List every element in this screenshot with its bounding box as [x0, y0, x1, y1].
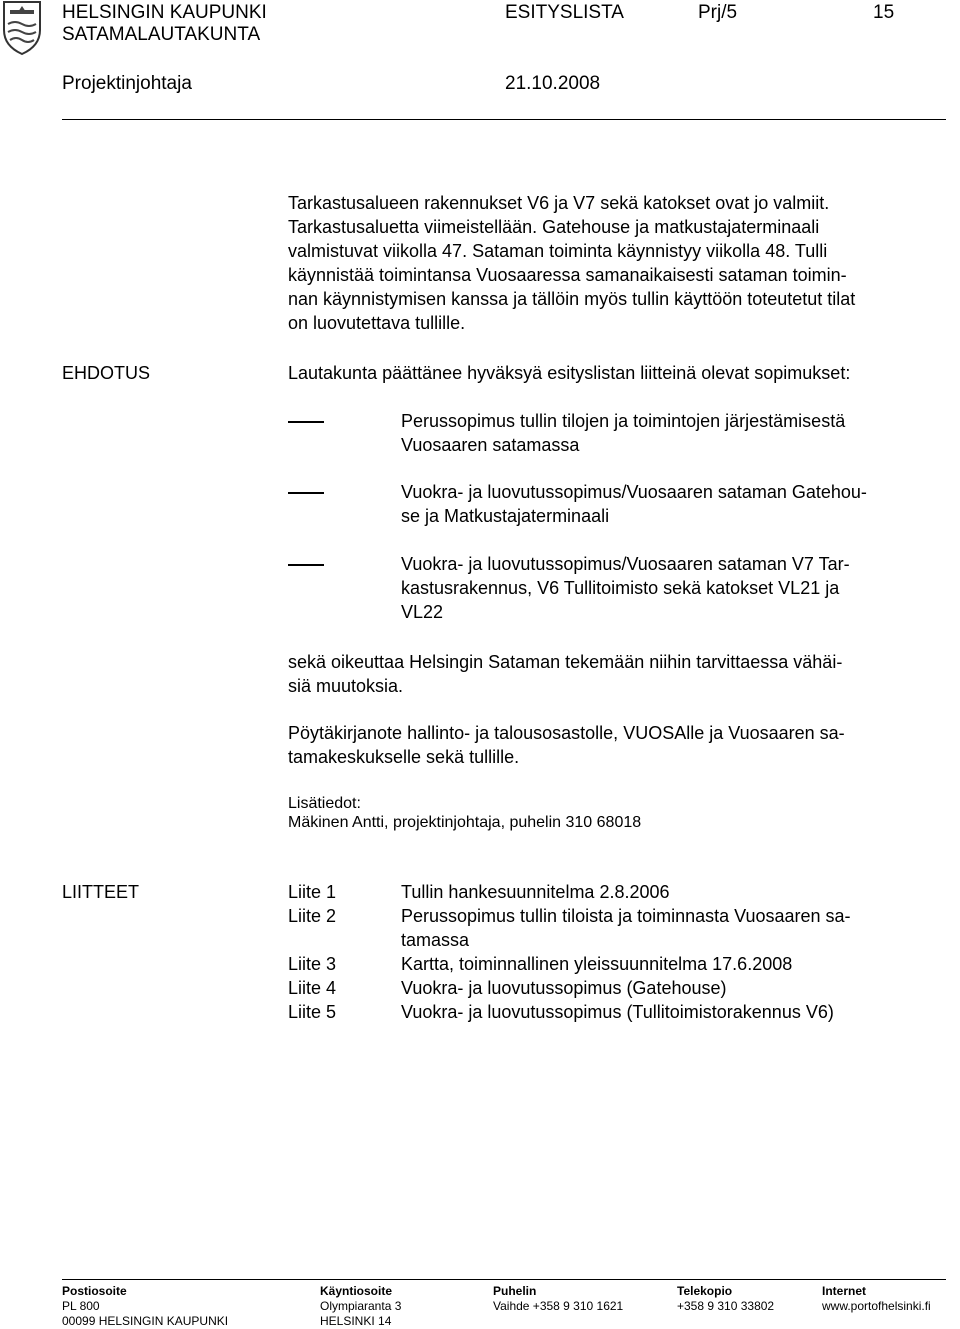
doc-ref: Prj/5: [698, 2, 738, 23]
attachment-id: Liite 2: [288, 906, 337, 926]
text-line: Vuokra- ja luovutussopimus/Vuosaaren sataman V7 Tar-: [401, 554, 850, 574]
footer-heading: Telekopio: [677, 1284, 733, 1298]
attachment-title: [401, 904, 946, 952]
proposal-lead: Lautakunta päättänee hyväksyä esityslistan liitteinä olevat sopimukset:: [288, 363, 851, 383]
text-line: siä muutoksia.: [288, 676, 404, 696]
footer-value: HELSINKI 14: [320, 1314, 392, 1328]
text-line: valmistuvat viikolla 47. Sataman toiminta käynnistyy viikolla 48. Tulli: [288, 241, 828, 261]
minutes-paragraph: [288, 721, 948, 769]
footer-heading: Internet: [822, 1284, 867, 1298]
footer-heading: Postiosoite: [62, 1284, 127, 1298]
agreement-item-2: [401, 480, 946, 528]
text-line: Perussopimus tullin tilojen ja toimintojen järjestämisestä: [401, 411, 846, 431]
text-line: Tarkastusaluetta viimeistellään. Gatehouse ja matkustajaterminaali: [288, 217, 820, 237]
attachment-title: Kartta, toiminnallinen yleissuunnitelma 17.6.2008: [401, 954, 793, 974]
agreement-item-1: [401, 409, 946, 457]
committee-name: SATAMALAUTAKUNTA: [62, 24, 261, 45]
text-line: Vuosaaren satamassa: [401, 435, 580, 455]
intro-paragraph: [288, 191, 948, 335]
footer-heading: Käyntiosoite: [320, 1284, 393, 1298]
text-line: Pöytäkirjanote hallinto- ja talousosastolle, VUOSAlle ja Vuosaaren sa-: [288, 723, 845, 743]
footer-value: Olympiaranta 3: [320, 1299, 402, 1313]
text-line: Tarkastusalueen rakennukset V6 ja V7 sekä katokset ovat jo valmiit.: [288, 193, 830, 213]
footer-rule: [62, 1279, 946, 1280]
footer-phone: [493, 1284, 623, 1314]
addendum-paragraph: [288, 650, 948, 698]
text-line: on luovutettava tullille.: [288, 313, 466, 333]
attachment-title: Vuokra- ja luovutussopimus (Gatehouse): [401, 978, 727, 998]
list-dash: [288, 492, 324, 494]
doc-type: ESITYSLISTA: [505, 2, 624, 23]
footer-value: 00099 HELSINGIN KAUPUNKI: [62, 1314, 229, 1328]
text-line: tamassa: [401, 930, 470, 950]
text-line: käynnistää toimintansa Vuosaaressa samanaikaisesti sataman toimin-: [288, 265, 847, 285]
attachment-id: Liite 3: [288, 954, 337, 974]
footer-value: PL 800: [62, 1299, 100, 1313]
presenter-role: Projektinjohtaja: [62, 73, 192, 94]
footer-postal: [62, 1284, 228, 1329]
text-line: sekä oikeuttaa Helsingin Sataman tekemään niihin tarvittaessa vähäi-: [288, 652, 843, 672]
footer-visit: [320, 1284, 401, 1329]
text-line: Vuokra- ja luovutussopimus/Vuosaaren sataman Gatehou-: [401, 482, 867, 502]
org-name: HELSINGIN KAUPUNKI: [62, 2, 267, 23]
attachments-label: LIITTEET: [62, 882, 140, 902]
list-dash: [288, 421, 324, 423]
helsinki-coat-of-arms-icon: [0, 0, 44, 56]
footer-web-link[interactable]: www.portofhelsinki.fi: [822, 1299, 931, 1313]
agreement-item-3: [401, 552, 946, 624]
attachment-title: Vuokra- ja luovutussopimus (Tullitoimistorakennus V6): [401, 1002, 834, 1022]
attachment-id: Liite 1: [288, 882, 337, 902]
doc-date: 21.10.2008: [505, 73, 601, 94]
attachment-title: Tullin hankesuunnitelma 2.8.2006: [401, 882, 670, 902]
contact-text: Mäkinen Antti, projektinjohtaja, puhelin 310 68018: [288, 814, 642, 831]
list-dash: [288, 564, 324, 566]
proposal-label: EHDOTUS: [62, 363, 151, 383]
attachment-id: Liite 5: [288, 1002, 337, 1022]
page-number: 15: [873, 2, 895, 23]
header-rule: [62, 119, 946, 120]
text-line: nan käynnistymisen kanssa ja tällöin myös tullin käyttöön toteutetut tilat: [288, 289, 856, 309]
text-line: kastusrakennus, V6 Tullitoimisto sekä katokset VL21 ja: [401, 578, 840, 598]
footer-value: +358 9 310 33802: [677, 1299, 775, 1313]
text-line: VL22: [401, 602, 444, 622]
footer-fax: [677, 1284, 774, 1314]
text-line: se ja Matkustajaterminaali: [401, 506, 610, 526]
attachment-id: Liite 4: [288, 978, 337, 998]
text-line: Perussopimus tullin tiloista ja toiminnasta Vuosaaren sa-: [401, 906, 851, 926]
contact-label: Lisätiedot:: [288, 795, 361, 812]
text-line: tamakeskukselle sekä tullille.: [288, 747, 520, 767]
footer-value: Vaihde +358 9 310 1621: [493, 1299, 624, 1313]
footer-heading: Puhelin: [493, 1284, 537, 1298]
footer-web: [822, 1284, 931, 1314]
